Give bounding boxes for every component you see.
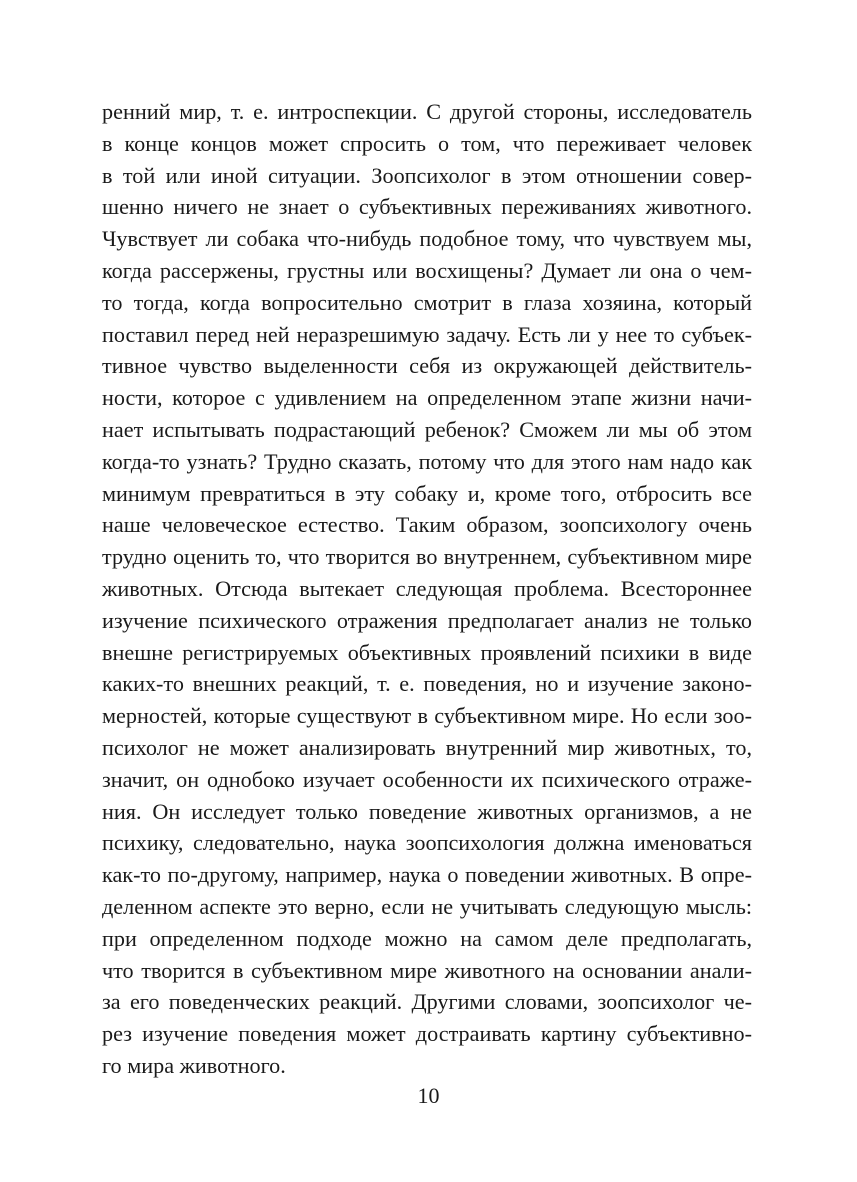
text-line: ности, которое с удивлением на определенном этапе жизни начи- — [102, 385, 752, 411]
text-line: тивное чувство выделенности себя из окружающей действитель- — [102, 353, 752, 379]
text-line: каких-то внешних реакций, т. е. поведения, но и изучение законо- — [102, 671, 752, 697]
text-line: деленном аспекте это верно, если не учитывать следующую мысль: — [102, 893, 752, 919]
text-line: при определенном подходе можно на самом деле предполагать, — [102, 925, 752, 951]
text-line: рез изучение поведения может достраивать картину субъективно- — [102, 1021, 752, 1047]
text-line: что творится в субъективном мире животного на основании анали- — [102, 957, 752, 983]
text-line: в конце концов может спросить о том, что переживает человек — [102, 130, 752, 156]
text-line: шенно ничего не знает о субъективных переживаниях животного. — [102, 194, 752, 220]
text-line: внешне регистрируемых объективных проявлений психики в виде — [102, 639, 752, 665]
text-line: нает испытывать подрастающий ребенок? Сможем ли мы об этом — [102, 416, 752, 442]
text-line: в той или иной ситуации. Зоопсихолог в этом отношении совер- — [102, 162, 752, 188]
text-line: трудно оценить то, что творится во внутреннем, субъективном мире — [102, 544, 752, 570]
text-line: когда рассержены, грустны или восхищены? Думает ли она о чем- — [102, 257, 752, 283]
text-line-last: го мира животного. — [102, 1052, 286, 1078]
text-line: когда-то узнать? Трудно сказать, потому что для этого нам надо как — [102, 448, 752, 474]
text-line: минимум превратиться в эту собаку и, кроме того, отбросить все — [102, 480, 752, 506]
text-line: значит, он однобоко изучает особенности их психического отраже- — [102, 766, 752, 792]
text-line: ния. Он исследует только поведение животных организмов, а не — [102, 798, 752, 824]
text-line: изучение психического отражения предполагает анализ не только — [102, 607, 752, 633]
text-line: мерностей, которые существуют в субъективном мире. Но если зоо- — [102, 703, 752, 729]
text-line: Чувствует ли собака что-нибудь подобное тому, что чувствуем мы, — [102, 226, 752, 252]
body-text — [102, 96, 752, 1082]
text-line: поставил перед ней неразрешимую задачу. Есть ли у нее то субъек- — [102, 321, 752, 347]
page-number: 10 — [417, 1083, 440, 1108]
text-line: за его поведенческих реакций. Другими словами, зоопсихолог че- — [102, 989, 752, 1015]
text-line: как-то по-другому, например, наука о поведении животных. В опре- — [102, 862, 752, 888]
text-line: наше человеческое естество. Таким образом, зоопсихологу очень — [102, 512, 752, 538]
text-line: психику, следовательно, наука зоопсихология должна именоваться — [102, 830, 752, 856]
text-line: психолог не может анализировать внутренний мир животных, то, — [102, 734, 752, 760]
text-line: ренний мир, т. е. интроспекции. С другой стороны, исследователь — [102, 99, 752, 124]
text-line: то тогда, когда вопросительно смотрит в глаза хозяина, который — [102, 289, 752, 315]
text-line: животных. Отсюда вытекает следующая проблема. Всестороннее — [102, 575, 752, 601]
